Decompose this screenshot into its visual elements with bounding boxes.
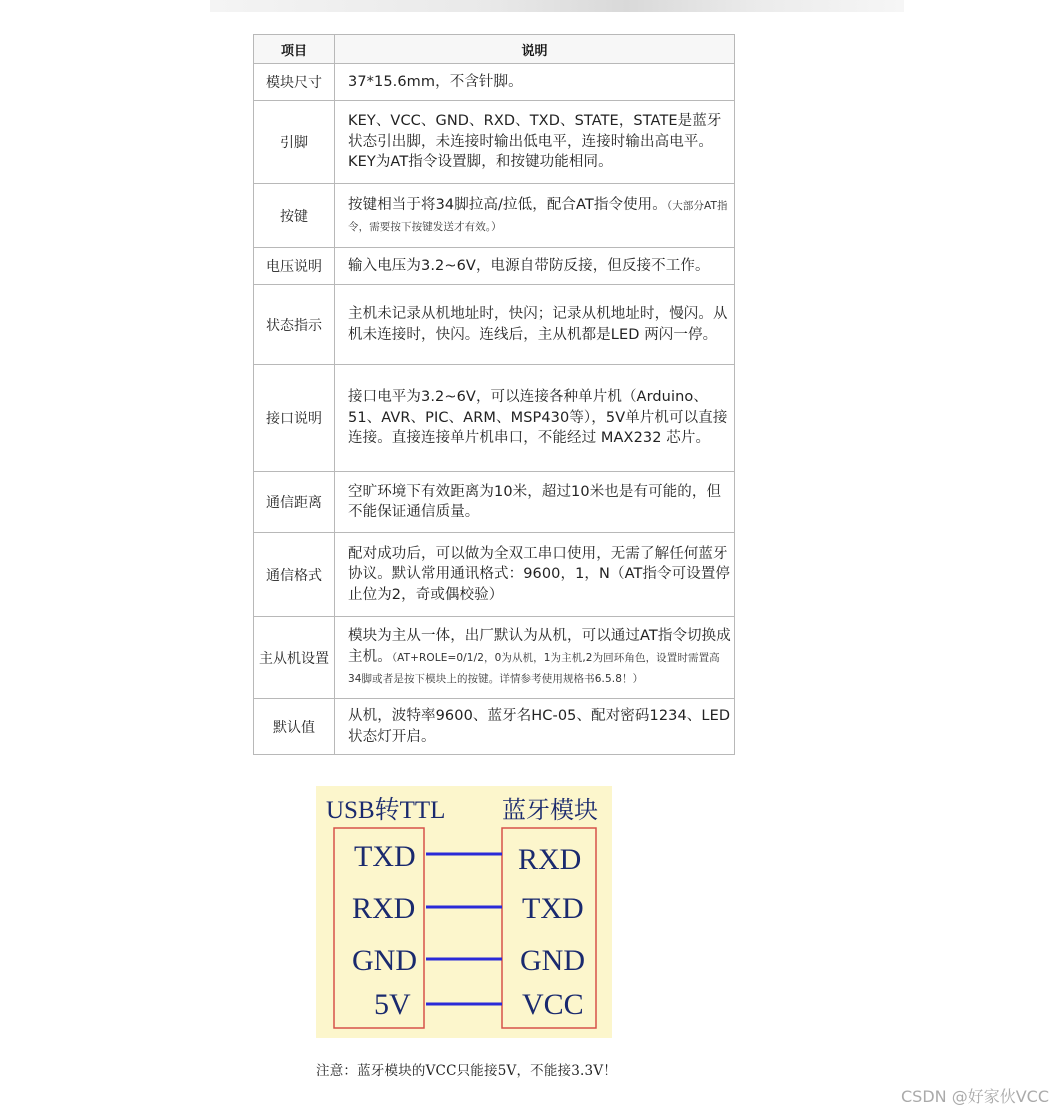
row-key: 默认值 [254,699,335,755]
row-value: 按键相当于将34脚拉高/拉低，配合AT指令使用。（大部分AT指令，需要按下按键发送才有效。） [335,184,735,248]
table-row [254,285,735,365]
header-item: 项目 [254,35,335,64]
top-image-edge [210,0,904,12]
row-key: 通信距离 [254,472,335,533]
left-title: USB转TTL [326,797,446,824]
row-value: KEY、VCC、GND、RXD、TXD、STATE，STATE是蓝牙状态引出脚，未连接时输出低电平，连接时输出高电平。KEY为AT指令设置脚，和按键功能相同。 [335,101,735,184]
watermark: CSDN @好家伙VCC [901,1087,1049,1106]
row-key: 引脚 [254,101,335,184]
row-key: 按键 [254,184,335,248]
row-key: 电压说明 [254,248,335,285]
row-value: 从机，波特率9600、蓝牙名HC-05、配对密码1234、LED状态灯开启。 [335,699,735,755]
row-key: 模块尺寸 [254,64,335,101]
row-note: （AT+ROLE=0/1/2，0为从机，1为主机,2为回环角色，设置时需置高34脚或者是按下模块上的按键。详情参考使用规格书6.5.8！） [348,651,720,685]
row-note: （大部分AT指令，需要按下按键发送才有效。） [348,199,728,233]
left-pin-label: TXD [354,840,416,873]
row-value: 输入电压为3.2~6V，电源自带防反接，但反接不工作。 [335,248,735,285]
table-header-row [254,35,735,64]
row-key: 主从机设置 [254,617,335,699]
left-pin-label: 5V [374,988,411,1021]
table-row [254,101,735,184]
right-title: 蓝牙模块 [502,796,598,824]
right-pin-label: TXD [522,892,584,925]
diagram-caption: 注意：蓝牙模块的VCC只能接5V，不能接3.3V！ [316,1063,617,1079]
row-key: 状态指示 [254,285,335,365]
header-description: 说明 [335,35,735,64]
row-key: 通信格式 [254,533,335,617]
table-row [254,365,735,472]
table-row [254,699,735,755]
row-value: 主机未记录从机地址时，快闪；记录从机地址时，慢闪。从机未连接时，快闪。连线后，主从机都是LED 两闪一停。 [335,285,735,365]
row-value: 配对成功后，可以做为全双工串口使用，无需了解任何蓝牙协议。默认常用通讯格式：9600，1，N（AT指令可设置停止位为2，奇或偶校验） [335,533,735,617]
row-value: 37*15.6mm，不含针脚。 [335,64,735,101]
right-pin-label: VCC [522,988,584,1021]
right-pin-label: GND [520,944,585,977]
table-row [254,184,735,248]
left-pin-label: RXD [352,892,416,925]
right-pin-label: RXD [518,843,582,876]
table-row [254,533,735,617]
row-key: 接口说明 [254,365,335,472]
spec-table [253,34,735,755]
row-value: 空旷环境下有效距离为10米，超过10米也是有可能的，但不能保证通信质量。 [335,472,735,533]
table-row [254,472,735,533]
row-value: 模块为主从一体，出厂默认为从机，可以通过AT指令切换成主机。（AT+ROLE=0/1/2，0为从机，1为主机,2为回环角色，设置时需置高34脚或者是按下模块上的按键。详情参考使用规格书6.5.8！） [335,617,735,699]
left-pin-label: GND [352,944,417,977]
table-row [254,64,735,101]
table-row [254,248,735,285]
table-row [254,617,735,699]
row-value: 接口电平为3.2~6V，可以连接各种单片机（Arduino、51、AVR、PIC、ARM、MSP430等），5V单片机可以直接连接。直接连接单片机串口，不能经过 MAX232 芯片。 [335,365,735,472]
wiring-diagram [316,786,612,1038]
